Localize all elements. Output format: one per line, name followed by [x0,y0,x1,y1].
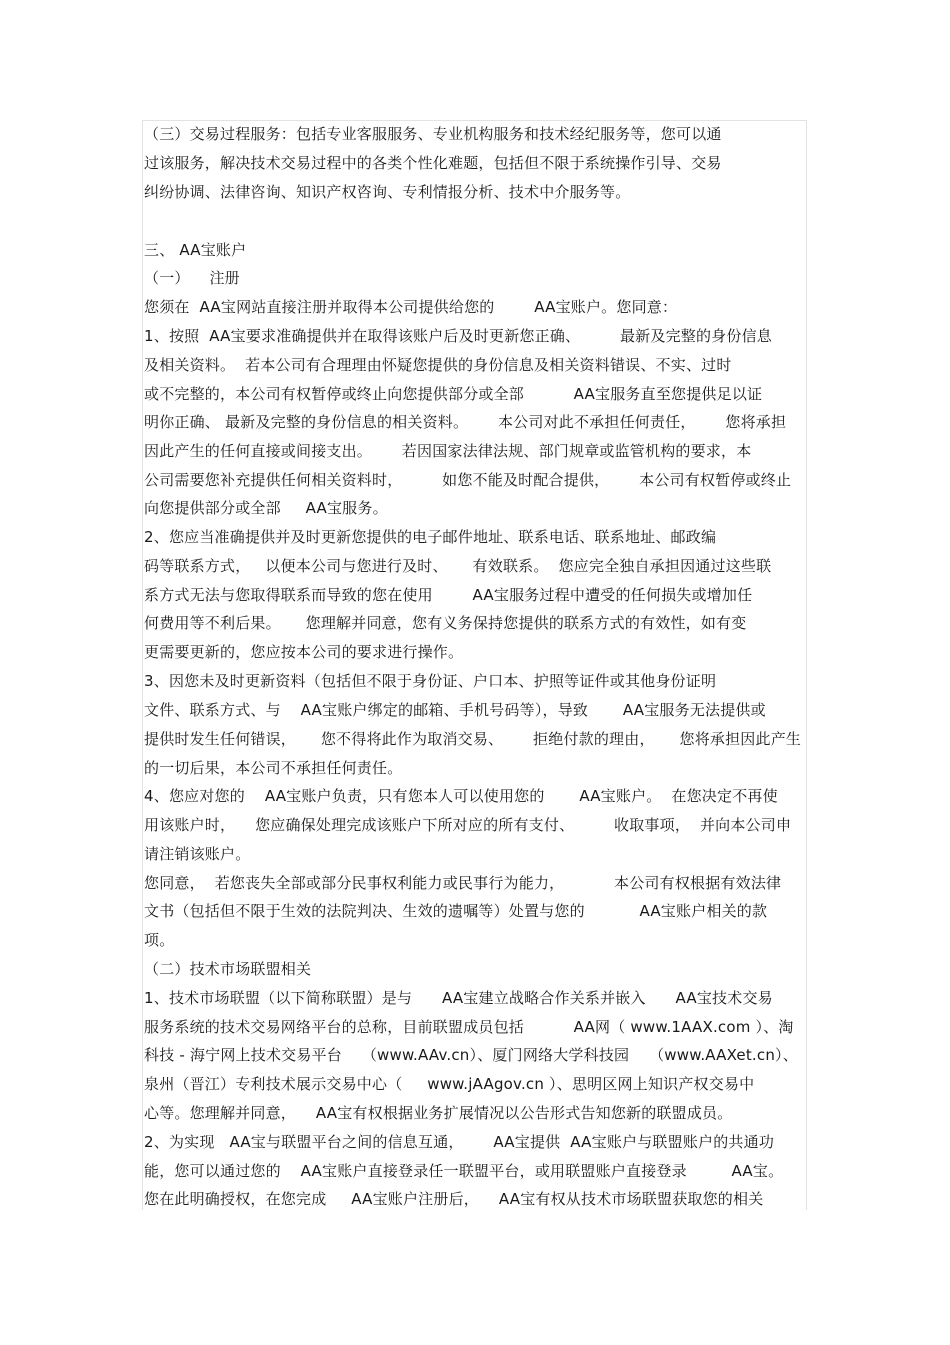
paragraph-line: 4、您应对您的 AA宝账户负责，只有您本人可以使用您的 AA宝账户。 在您决定不再使 [144,787,778,805]
paragraph-line: 纠纷协调、法律咨询、知识产权咨询、专利情报分析、技术中介服务等。 [144,183,631,201]
paragraph-line: 2、为实现 AA宝与联盟平台之间的信息互通， AA宝提供 AA宝账户与联盟账户的共通功 [144,1133,775,1151]
paragraph-line: 因此产生的任何直接或间接支出。 若因国家法律法规、部门规章或监管机构的要求，本 [144,442,752,460]
paragraph-line: 更需要更新的，您应按本公司的要求进行操作。 [144,643,464,661]
paragraph-line: 能，您可以通过您的 AA宝账户直接登录任一联盟平台，或用联盟账户直接登录 AA宝。 [144,1162,784,1180]
paragraph-line: 何费用等不利后果。 您理解并同意，您有义务保持您提供的联系方式的有效性，如有变 [144,614,747,632]
paragraph-line: 的一切后果，本公司不承担任何责任。 [144,759,403,777]
paragraph-line: 科技 - 海宁网上技术交易平台 （www.AAv.cn）、厦门网络大学科技园 （www.AAXet.cn）、 [144,1046,798,1064]
paragraph-line: 1、按照 AA宝要求准确提供并在取得该账户后及时更新您正确、 最新及完整的身份信息 [144,327,772,345]
paragraph-line: 请注销该账户。 [144,845,251,863]
paragraph-line: 3、因您未及时更新资料（包括但不限于身份证、户口本、护照等证件或其他身份证明 [144,672,717,690]
subsection-heading: （一） 注册 [144,269,240,287]
paragraph-line: 码等联系方式， 以便本公司与您进行及时、 有效联系。 您应完全独自承担因通过这些联 [144,557,772,575]
subsection-heading: （二）技术市场联盟相关 [144,960,312,978]
paragraph-line: 文件、联系方式、与 AA宝账户绑定的邮箱、手机号码等），导致 AA宝服务无法提供或 [144,701,766,719]
paragraph-line: 心等。您理解并同意， AA宝有权根据业务扩展情况以公告形式告知您新的联盟成员。 [144,1104,733,1122]
paragraph-line: 文书（包括但不限于生效的法院判决、生效的遗嘱等）处置与您的 AA宝账户相关的款 [144,902,768,920]
paragraph-line: 向您提供部分或全部 AA宝服务。 [144,499,388,517]
paragraph-line: 项。 [144,931,175,949]
paragraph-line: 过该服务，解决技术交易过程中的各类个性化难题，包括但不限于系统操作引导、交易 [144,154,722,172]
paragraph-line: 或不完整的，本公司有权暂停或终止向您提供部分或全部 AA宝服务直至您提供足以证 [144,385,763,403]
paragraph-line: 服务系统的技术交易网络平台的总称，目前联盟成员包括 AA网（ www.1AAX.com ）、淘 [144,1018,794,1036]
paragraph-line: 您在此明确授权，在您完成 AA宝账户注册后， AA宝有权从技术市场联盟获取您的相关 [144,1190,764,1208]
paragraph-line: 泉州（晋江）专利技术展示交易中心（ www.jAAgov.cn ）、思明区网上知识产权交易中 [144,1075,755,1093]
paragraph-line: 公司需要您补充提供任何相关资料时， 如您不能及时配合提供， 本公司有权暂停或终止 [144,471,792,489]
paragraph-line: 您同意， 若您丧失全部或部分民事权利能力或民事行为能力， 本公司有权根据有效法律 [144,874,782,892]
paragraph-line: 及相关资料。 若本公司有合理理由怀疑您提供的身份信息及相关资料错误、不实、过时 [144,356,732,374]
paragraph-line: 1、技术市场联盟（以下简称联盟）是与 AA宝建立战略合作关系并嵌入 AA宝技术交易 [144,989,773,1007]
paragraph-line: 系方式无法与您取得联系而导致的您在使用 AA宝服务过程中遭受的任何损失或增加任 [144,586,753,604]
paragraph-line: 您须在 AA宝网站直接注册并取得本公司提供给您的 AA宝账户。您同意： [144,298,678,316]
paragraph-line: 提供时发生任何错误， 您不得将此作为取消交易、 拒绝付款的理由， 您将承担因此产生 [144,730,802,748]
paragraph-line: （三）交易过程服务：包括专业客服服务、专业机构服务和技术经纪服务等，您可以通 [144,125,722,143]
section-heading: 三、 AA宝账户 [144,241,247,259]
paragraph-line: 明你正确、 最新及完整的身份信息的相关资料。 本公司对此不承担任何责任， 您将承担 [144,413,787,431]
paragraph-line: 用该账户时， 您应确保处理完成该账户下所对应的所有支付、 收取事项， 并向本公司申 [144,816,792,834]
paragraph-line: 2、您应当准确提供并及时更新您提供的电子邮件地址、联系电话、联系地址、邮政编 [144,528,717,546]
